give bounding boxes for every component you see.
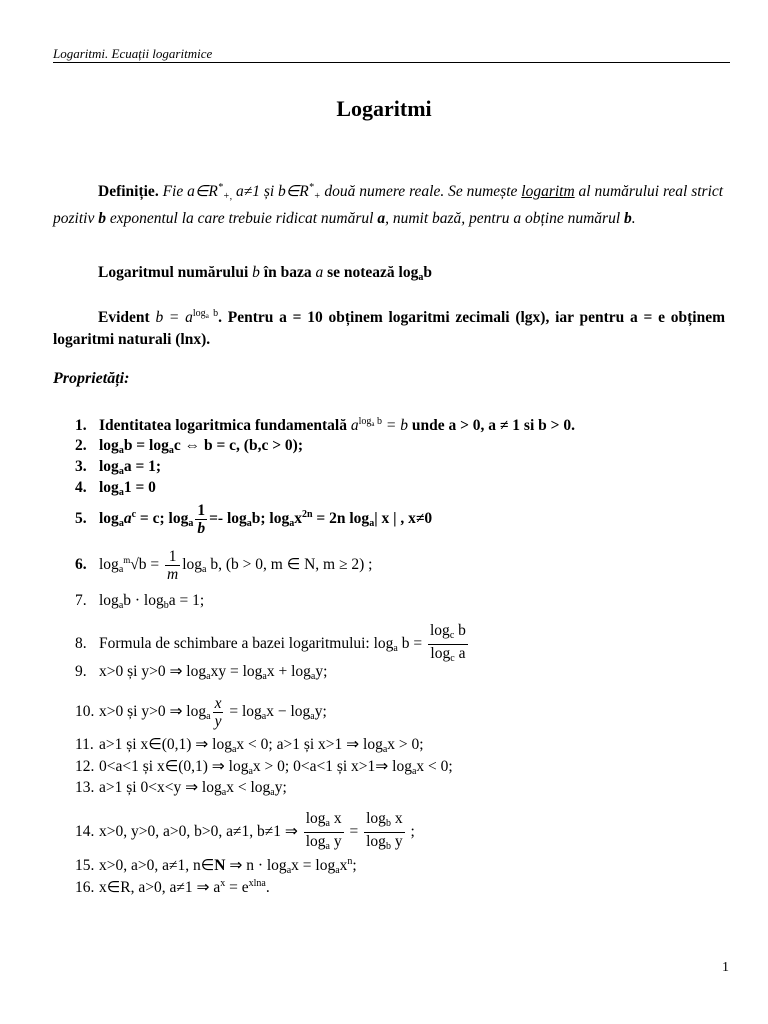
property-4: 4. $\log_a1 = 0$ — [75, 479, 156, 498]
property-3: 3. $\log_aa = 1$; — [75, 458, 162, 477]
definition-label: Definiție. — [98, 183, 159, 200]
evident-paragraph: Evident $b = a^{log_a b}$. Pentru a = 10 obținem logaritmi zecimali (lgx), iar pentru a = e obținem logaritmi naturali (lnx). — [53, 308, 725, 348]
properties-title: Proprietăți: — [53, 370, 130, 387]
property-11: 11. a>1 și x∈(0,1) ⇒ $\log_ax < 0$; a>1 și x>1 ⇒ $\log_ax > 0$; — [75, 736, 424, 755]
property-16: 16. x∈R, a>0, a≠1 ⇒ $a^x = e^{xlna}$. — [75, 878, 270, 896]
page-header: Logaritmi. Ecuații logaritmice — [53, 46, 730, 63]
property-10: 10. x>0 și y>0 ⇒ $\log_a$ $\frac{x}{y}$ = $\log_ax - \log_ay$; — [75, 695, 327, 730]
property-5: 5. $\log_aa^c = c$; $\log_a$ $\frac{1}{b}$ =- $\log_ab$; $\log_ax^{2n} = 2n$ $\log_a|$ x | , x≠0 — [75, 502, 433, 537]
property-6: 6. $\log_a^m√b$ = $\frac{1}{m}$ $\log_a b$, (b > 0, m ∈ N, m ≥ 2) ; — [75, 548, 373, 583]
property-7: 7. $\log_ab \cdot \log_ba = 1$; — [75, 592, 205, 611]
property-14: 14. x>0, y>0, a>0, b>0, a≠1, b≠1 ⇒ $\frac{\log_a x}{\log_a y}$ = $\frac{\log_b x}{\log_b y}$ ; — [75, 810, 415, 852]
property-9: 9. x>0 și y>0 ⇒ $\log_axy = \log_ax + \log_ay$; — [75, 663, 328, 682]
definition-text: Fie $a\in R^*_{+,}$ a≠1 și $b\in R^*_+$ două numere reale. Se numește logaritm al numărului real strict pozitiv b exponentul la care trebuie ridicat numărul a, numit bază, pentru a obține numărul b. — [53, 182, 724, 227]
definition-paragraph — [53, 177, 725, 230]
property-13: 13. a>1 și 0<x<y ⇒ $\log_ax < \log_ay$; — [75, 779, 287, 798]
property-8: 8. Formula de schimbare a bazei logaritmului: $\log_a b$ = $\frac{\log_c b}{\log_c a}$ — [75, 622, 466, 664]
logaritm-term: logaritm — [521, 183, 575, 200]
page-number: 1 — [722, 960, 729, 975]
property-2: 2. $\log_ab = \log_ac$ ⇔ b = c, (b,c > 0); — [75, 437, 303, 456]
property-15: 15. x>0, a>0, a≠1, n∈N ⇒ $n \cdot \log_ax = \log_ax^n$; — [75, 856, 357, 876]
property-1: 1. Identitatea logaritmica fundamentală $a^{log_a b} = b$ unde a > 0, a ≠ 1 si b > 0. — [75, 416, 575, 434]
notation-paragraph: Logaritmul numărului b în baza a se notează $\log_ab$ — [98, 264, 432, 283]
page-title: Logaritmi — [336, 96, 432, 121]
property-12: 12. 0<a<1 și x∈(0,1) ⇒ $\log_ax > 0$; 0<a<1 și x>1⇒ $\log_ax < 0$; — [75, 758, 453, 777]
